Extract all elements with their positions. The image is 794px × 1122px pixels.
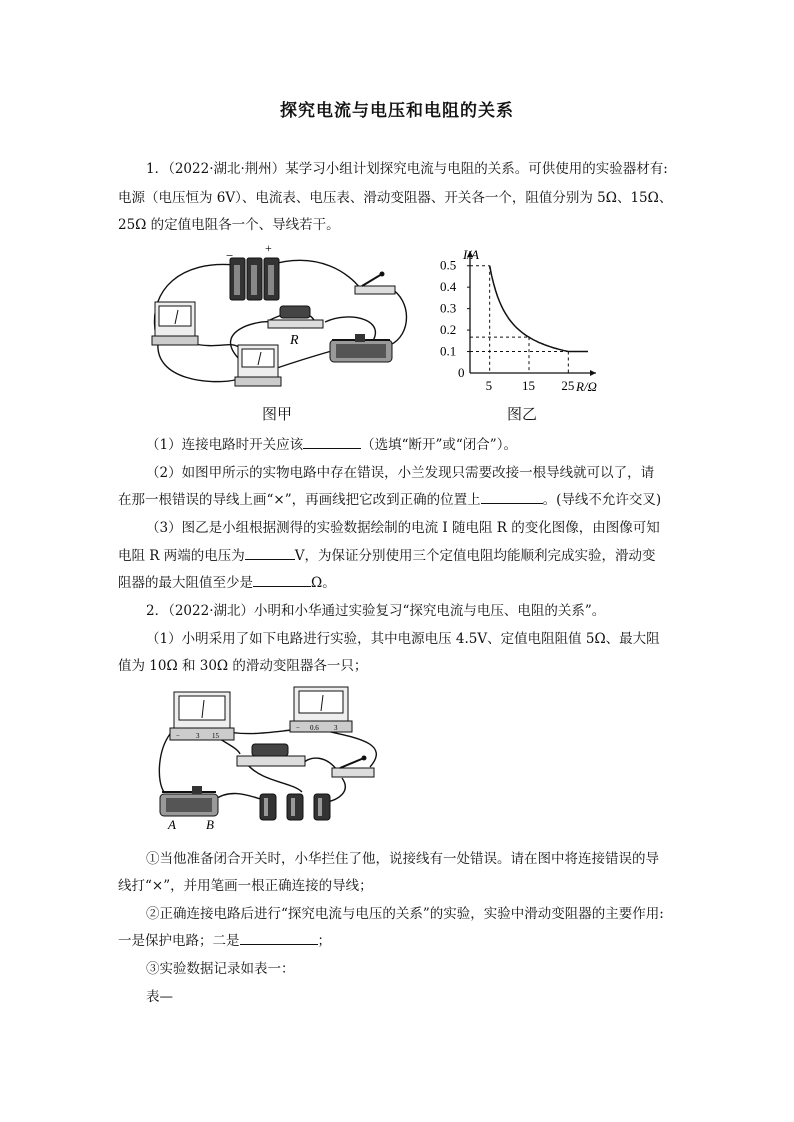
figure-b-chart [430,245,610,403]
q1-sub2-line1: （2）如图甲所示的实物电路中存在错误，小兰发现只需要改接一根导线就可以了，请 [146,465,655,481]
q2-item2-line2: 一是保护电路；二是 ； [118,927,688,955]
battery-minus-label: − [226,248,234,263]
wire [270,260,360,288]
q2-sub1-line2: 值为 10Ω 和 30Ω 的滑动变阻器各一只； [118,658,368,674]
battery-plus-label: + [265,241,272,255]
fixed-resistor [268,306,323,348]
ammeter-tick: − [296,724,300,732]
q1-sub3-line2: 电阻 R 两端的电压为 V，为保证分别使用三个定值电阻均能顺利完成实验，滑动变 [118,542,688,570]
figure-a-caption: 图甲 [262,405,293,423]
switch [355,272,395,295]
rheostat-terminal-a: A [168,817,176,832]
q2-item2-line1: ②正确连接电路后进行“探究电流与电压的关系”的实验，实验中滑动变阻器的主要作用: [146,906,664,922]
battery [226,241,279,300]
y-tick-label: 0.4 [440,279,457,295]
ammeter-tick: 3 [334,724,338,732]
figure-a-circuit [150,240,412,400]
y-tick-label: 0.5 [440,257,457,273]
wire [159,734,170,792]
voltmeter-tick: − [176,732,180,740]
q1-stem-line1: 1．（2022·湖北·荆州）某学习小组计划探究电流与电阻的关系。可供使用的实验器材有: [146,161,668,177]
ammeter [235,345,281,386]
ammeter [290,687,352,732]
rheostat-terminal-b: B [206,817,214,832]
resistor-label-r: R [290,333,299,348]
q1-stem-line3: 25Ω 的定值电阻各一个、导线若干。 [118,217,340,233]
y-tick-label: 0.1 [440,343,457,359]
page-title: 探究电流与电压和电阻的关系 [280,101,514,121]
voltmeter-tick: 15 [212,732,219,740]
table-caption: 表— [146,989,173,1005]
q2-item1-line1: ①当他准备闭合开关时，小华拦住了他，说接线有一处错误。请在图中将连接错误的导 [146,851,659,867]
answer-blank[interactable] [240,928,318,945]
figure-q2-circuit [152,682,392,834]
answer-blank[interactable] [303,432,361,449]
answer-blank[interactable] [253,570,311,587]
figure-b-caption: 图乙 [507,405,538,423]
q2-sub1-line1: （1）小明采用了如下电路进行实验，其中电源电压 4.5V、定值电阻阻值 5Ω、最大阻 [146,631,660,647]
x-tick-label: 25 [561,378,575,393]
wire [322,730,376,767]
y-tick-label: 0.2 [440,322,457,338]
wire [390,288,407,345]
rheostat [330,334,392,362]
answer-blank[interactable] [481,487,543,504]
series-line [490,266,588,352]
wire [158,343,235,382]
x-tick-label: 5 [485,378,493,393]
q1-sub3-line3: 阻器的最大阻值至少是 Ω。 [118,569,688,597]
x-tick-label: 15 [522,378,535,393]
voltmeter-tick: 3 [196,732,200,740]
wire [214,793,264,800]
fixed-resistor [237,744,305,766]
wire [247,764,302,792]
y-tick-label: 0.3 [440,300,457,316]
q1-sub2-line2: 在那一根错误的导线上画“×”，再画线把它改到正确的位置上 。(导线不允许交叉) [118,486,688,514]
q1-sub1: （1）连接电路时开关应该 （选填“断开”或“闭合”）。 [146,431,716,459]
q2-item3: ③实验数据记录如表一： [146,961,295,977]
x-axis-label: R/Ω [576,379,597,394]
q2-item1-line2: 线打“×”，并用笔画一根正确连接的导线； [118,878,373,894]
battery-cells [260,794,330,820]
switch [332,756,374,778]
origin-label: 0 [458,365,465,380]
voltmeter [170,692,234,740]
q2-stem: 2．（2022·湖北）小明和小华通过实验复习“探究电流与电压、电阻的关系”。 [146,603,606,619]
answer-blank[interactable] [245,543,295,560]
q1-stem-line2: 电源（电压恒为 6V）、电流表、电压表、滑动变阻器、开关各一个，阻值分别为 5Ω、15Ω、 [118,190,673,206]
y-axis-label: I/A [463,247,479,262]
rheostat [160,786,218,832]
voltmeter [152,302,198,345]
x-axis-arrow [590,370,596,376]
ammeter-tick: 0.6 [310,724,319,732]
q1-sub3-line1: （3）图乙是小组根据测得的实验数据绘制的电流 I 随电阻 R 的变化图像，由图像可知 [146,520,660,536]
